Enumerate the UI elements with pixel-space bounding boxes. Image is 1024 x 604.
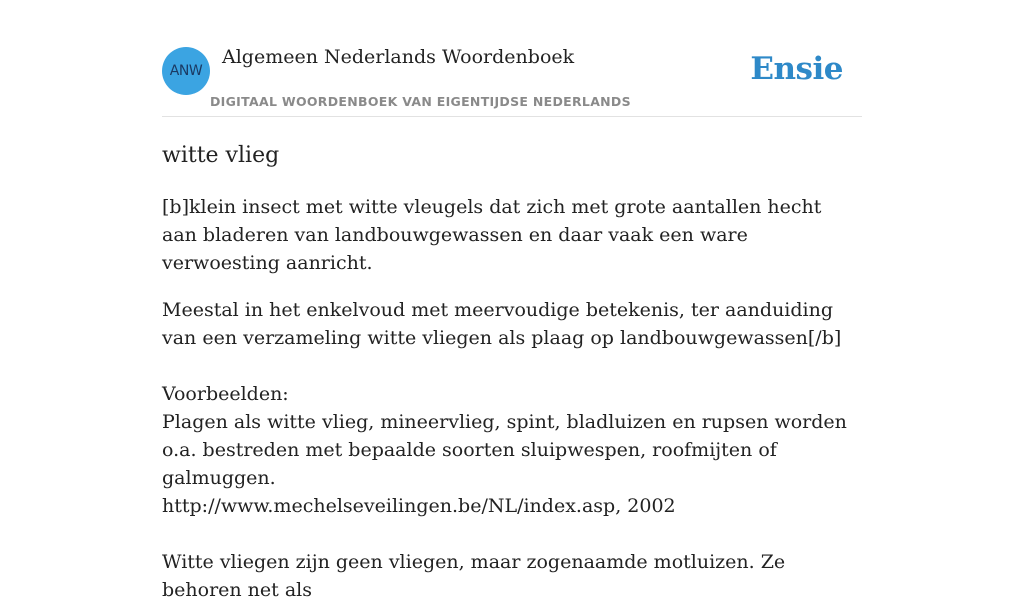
ensie-logo[interactable]: Ensie xyxy=(750,51,843,87)
source-header xyxy=(162,0,862,117)
example-source: http://www.mechelseveilingen.be/NL/index.asp, 2002 xyxy=(162,495,676,517)
remark-text: Meestal in het enkelvoud met meervoudige betekenis, ter aanduiding van een verzameling witte vliegen als plaag op landbouwgewassen[/b] xyxy=(162,299,842,349)
anw-logo[interactable]: ANW xyxy=(162,47,210,95)
entry-content xyxy=(162,193,862,604)
definition-text: [b]klein insect met witte vleugels dat zich met grote aantallen hecht aan bladeren van landbouwgewassen en daar vaak een ware verwoesting aanricht. xyxy=(162,196,822,274)
example-text: Plagen als witte vlieg, mineervlieg, spint, bladluizen en rupsen worden o.a. bestreden met bepaalde soorten sluipwespen, roofmijten of galmuggen. xyxy=(162,411,847,489)
source-name[interactable]: Algemeen Nederlands Woordenboek xyxy=(222,46,575,68)
entry-title: witte vlieg xyxy=(162,143,280,168)
source-subtitle: DIGITAAL WOORDENBOEK VAN EIGENTIJDSE NEDERLANDS xyxy=(210,94,631,109)
examples-label: Voorbeelden: xyxy=(162,383,289,405)
example-text: Witte vliegen zijn geen vliegen, maar zogenaamde motluizen. Ze behoren net als xyxy=(162,551,786,601)
entry-page xyxy=(162,0,862,604)
